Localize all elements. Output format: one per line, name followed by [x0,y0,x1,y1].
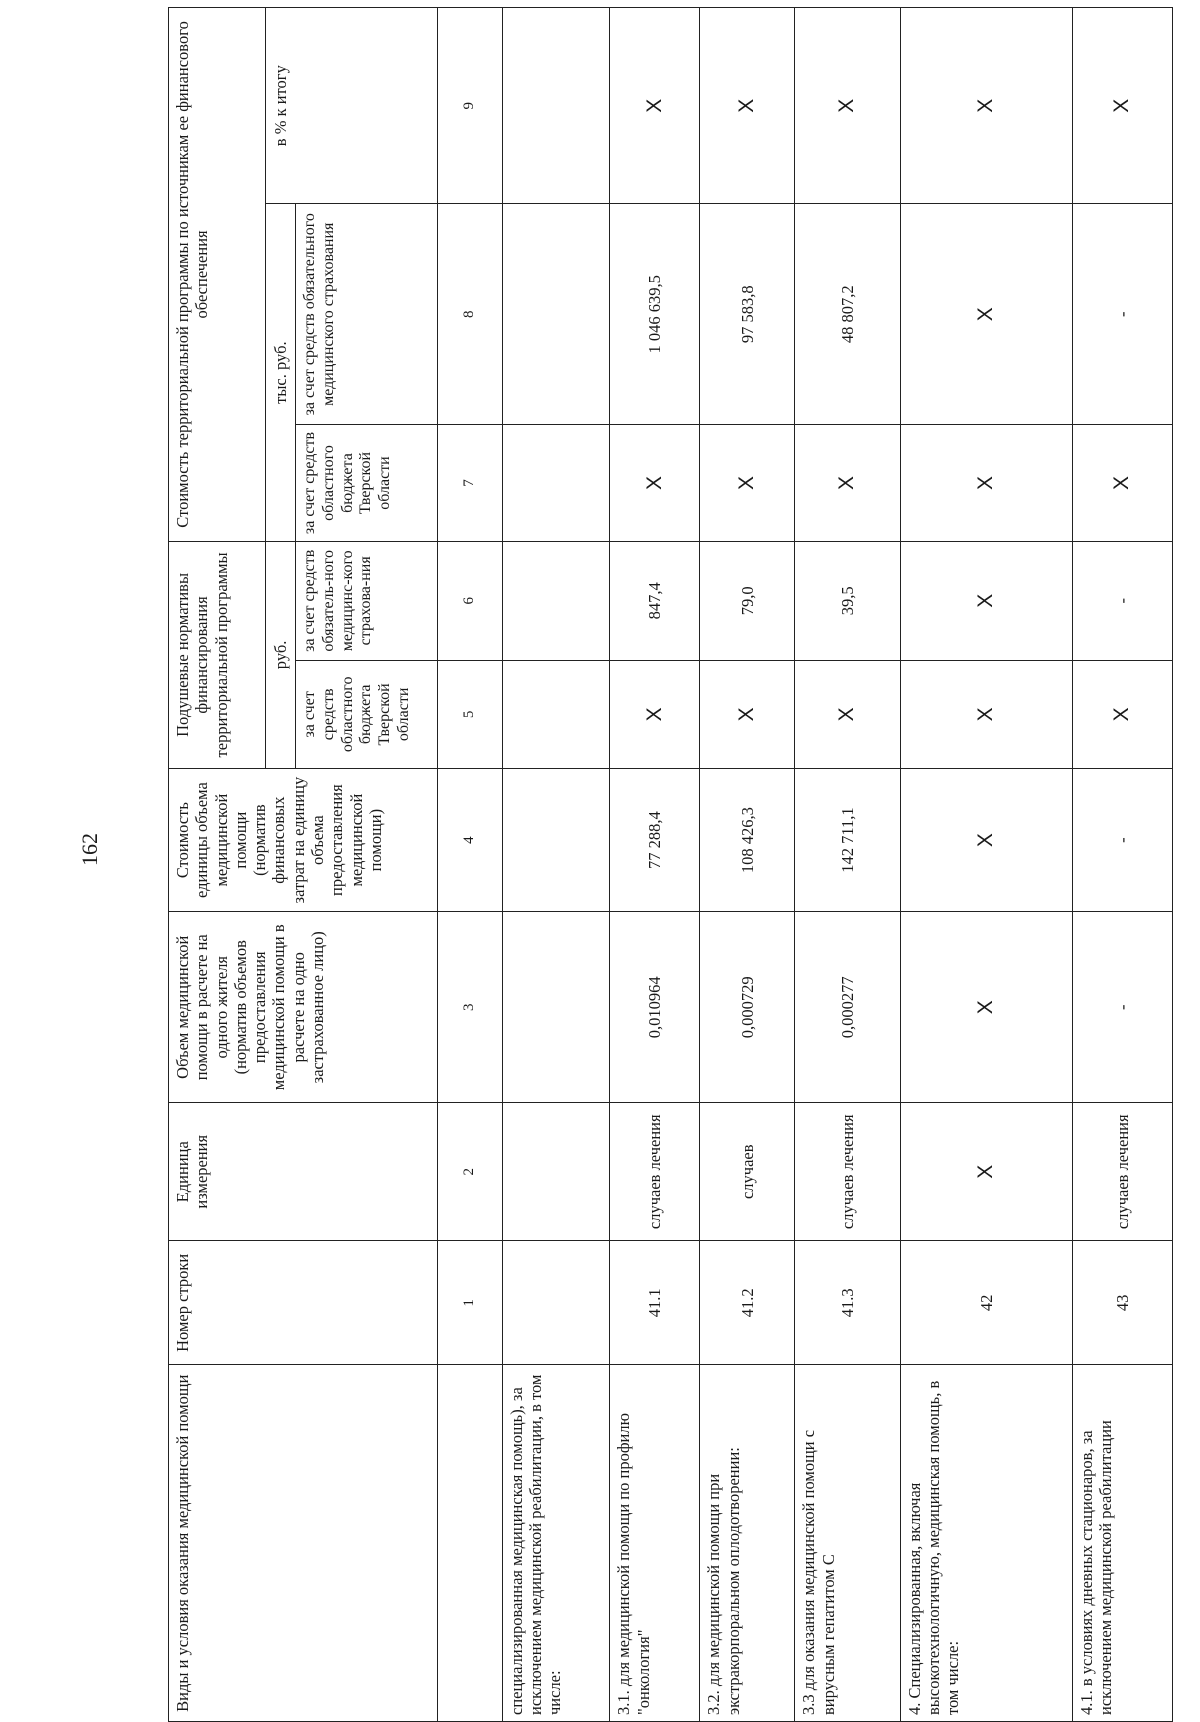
row-line-number: 43 [1072,1241,1172,1365]
row-cost-budget [502,425,610,542]
row-unit-cost: 142 711,1 [795,768,900,911]
column-number: 2 [438,1103,502,1241]
row-pc-oms: - [1072,541,1172,660]
row-name: 4. Специализированная, включая высокотехнологичную, медицинская помощь, в том числе: [900,1365,1072,1722]
column-number: 4 [438,768,502,911]
row-cost-oms: 48 807,2 [795,204,900,425]
data-table [168,7,1173,1722]
row-cost-oms: Х [900,204,1072,425]
row-pc-oms: Х [900,541,1072,660]
row-pc-oms: 79,0 [700,541,795,660]
row-unit: случаев лечения [795,1103,900,1241]
row-unit [502,1103,610,1241]
header-thous-rub: тыс. руб. [266,204,296,541]
row-cost-oms: 97 583,8 [700,204,795,425]
header-type: Виды и условия оказания медицинской помощи [169,1365,438,1722]
row-cost-budget: Х [900,425,1072,542]
row-line-number: 41.1 [610,1241,700,1365]
table-row [795,8,900,1722]
row-volume: 0,010964 [610,912,700,1103]
header-cost: Стоимость территориальной программы по источникам ее финансового обеспечения [169,8,266,542]
column-number: 7 [438,425,502,542]
table-row [610,8,700,1722]
header-per-capita: Подушевые нормативы финансирования территориальной программы [169,541,266,768]
row-volume: 0,000277 [795,912,900,1103]
header-percent: в % к итогу [266,8,438,204]
header-cost-budget: за счет средств областного бюджета Тверской области [296,425,438,542]
row-pc-oms: 39,5 [795,541,900,660]
header-rub: руб. [266,541,296,768]
row-unit: Х [900,1103,1072,1241]
column-number: 9 [438,8,502,204]
row-cost-oms [502,204,610,425]
header-unit: Единица измерения [169,1103,438,1241]
row-pc-budget: Х [610,660,700,768]
row-cost-budget: Х [610,425,700,542]
row-percent: Х [795,8,900,204]
row-cost-budget: Х [1072,425,1172,542]
header-volume: Объем медицинской помощи в расчете на одного жителя (норматив объемов предоставления медицинской помощи в расчете на одно застрахованное лицо) [169,912,438,1103]
row-line-number: 42 [900,1241,1072,1365]
header-line-number: Номер строки [169,1241,438,1365]
row-pc-oms [502,541,610,660]
row-volume [502,912,610,1103]
row-unit-cost: 77 288,4 [610,768,700,911]
row-unit-cost: - [1072,768,1172,911]
row-line-number: 41.2 [700,1241,795,1365]
row-pc-budget: Х [900,660,1072,768]
row-volume: - [1072,912,1172,1103]
header-pc-oms: за счет средств обязатель-ного медицинс-кого страхова-ния [296,541,438,660]
column-number [438,1365,502,1722]
table-row [900,8,1072,1722]
page-number: 162 [77,833,102,866]
row-unit-cost: 108 426,3 [700,768,795,911]
column-number: 6 [438,541,502,660]
header-cost-oms: за счет средств обязательного медицинского страхования [296,204,438,425]
row-unit-cost [502,768,610,911]
table-row [1072,8,1172,1722]
column-number: 5 [438,660,502,768]
row-name: специализированная медицинская помощь), за исключением медицинской реабилитации, в том числе: [502,1365,610,1722]
row-unit-cost: Х [900,768,1072,911]
row-cost-budget: Х [700,425,795,542]
column-number: 3 [438,912,502,1103]
row-percent [502,8,610,204]
row-cost-budget: Х [795,425,900,542]
row-cost-oms: 1 046 639,5 [610,204,700,425]
row-pc-budget: Х [700,660,795,768]
row-volume: Х [900,912,1072,1103]
row-percent: Х [610,8,700,204]
row-pc-budget [502,660,610,768]
column-number: 8 [438,204,502,425]
row-unit: случаев лечения [610,1103,700,1241]
table-row [700,8,795,1722]
row-name: 4.1. в условиях дневных стационаров, за исключением медицинской реабилитации [1072,1365,1172,1722]
data-table-rotated [168,7,1173,1722]
row-line-number [502,1241,610,1365]
row-unit: случаев лечения [1072,1103,1172,1241]
row-name: 3.1. для медицинской помощи по профилю "онкология" [610,1365,700,1722]
row-pc-budget: Х [1072,660,1172,768]
table-row [502,8,610,1722]
row-line-number: 41.3 [795,1241,900,1365]
header-unit-cost: Стоимость единицы объема медицинской помощи (норматив финансовых затрат на единицу объема предоставления медицинской помощи) [169,768,438,911]
row-percent: Х [1072,8,1172,204]
row-volume: 0,000729 [700,912,795,1103]
header-pc-budget: за счет средств областного бюджета Тверской области [296,660,438,768]
column-number-row [438,8,502,1722]
row-percent: Х [900,8,1072,204]
column-number: 1 [438,1241,502,1365]
row-cost-oms: - [1072,204,1172,425]
row-pc-budget: Х [795,660,900,768]
row-name: 3.2. для медицинской помощи при экстракорпоральном оплодотворении: [700,1365,795,1722]
row-unit: случаев [700,1103,795,1241]
row-name: 3.3 для оказания медицинской помощи с вирусным гепатитом С [795,1365,900,1722]
row-percent: Х [700,8,795,204]
row-pc-oms: 847,4 [610,541,700,660]
